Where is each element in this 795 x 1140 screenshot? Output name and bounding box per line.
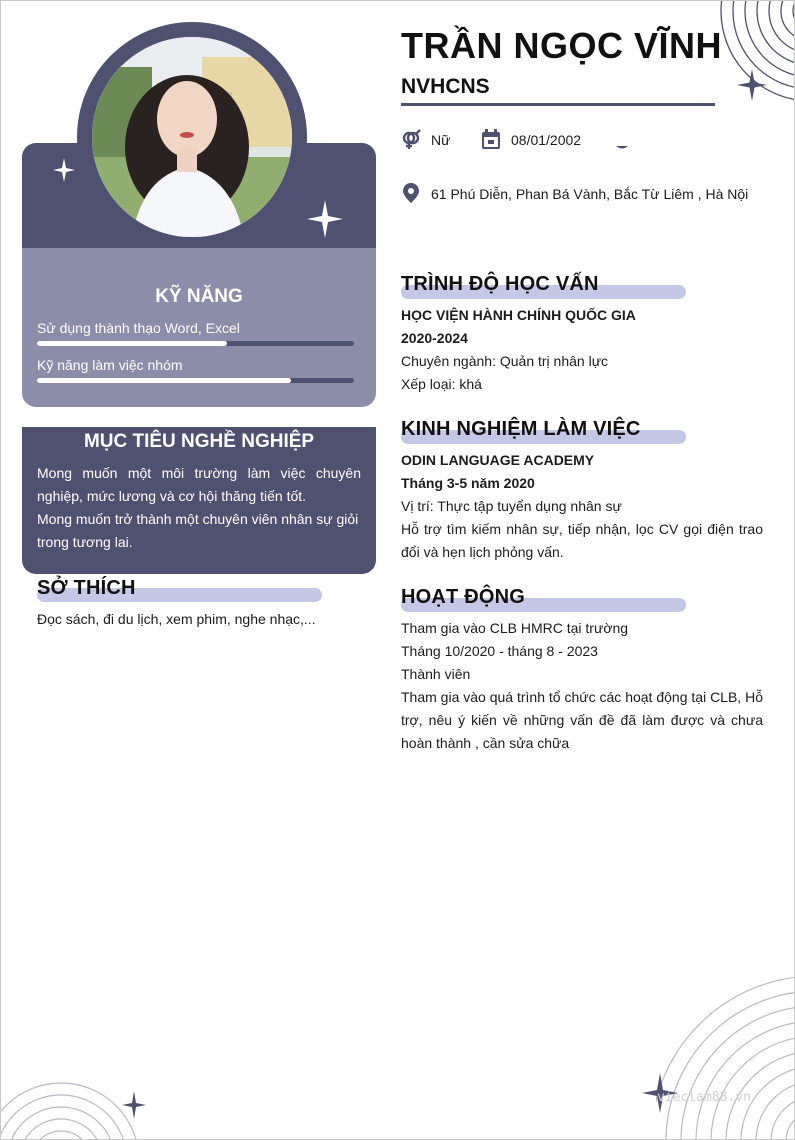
- sparkle-icon: [53, 158, 75, 182]
- location-pin-icon: [401, 183, 421, 203]
- career-goal-title: MỤC TIÊU NGHỀ NGHIỆP: [83, 431, 315, 452]
- career-goal-text: [37, 462, 361, 554]
- title-divider: [401, 103, 715, 106]
- avatar: [92, 37, 292, 237]
- gender-icon: [401, 129, 421, 149]
- decorative-circles-bottom-right: [656, 966, 795, 1140]
- experience-title: KINH NGHIỆM LÀM VIỆC: [401, 418, 641, 440]
- career-goal-line: Mong muốn một môi trường làm việc chuyên nghiệp, mức lương và cơ hội thăng tiến tốt.: [37, 465, 361, 504]
- skills-title: KỸ NĂNG: [155, 286, 243, 307]
- skill-label: Kỹ năng làm việc nhóm: [37, 357, 183, 373]
- gender-value: Nữ: [431, 132, 451, 148]
- experience-position: Vị trí: Thực tập tuyển dụng nhân sự: [401, 498, 622, 514]
- activity-org: Tham gia vào CLB HMRC tại trường: [401, 620, 629, 636]
- sparkle-icon: [122, 1091, 146, 1119]
- sparkle-icon: [737, 69, 767, 101]
- experience-period: Tháng 3-5 năm 2020: [401, 475, 535, 491]
- skill-bar: [37, 378, 354, 383]
- education-period: 2020-2024: [401, 330, 468, 346]
- activity-role: Thành viên: [401, 666, 471, 682]
- skill-label: Sử dụng thành thạo Word, Excel: [37, 320, 240, 336]
- skill-bar-fill: [37, 378, 291, 383]
- skill-bar-fill: [37, 341, 227, 346]
- school-name: HỌC VIỆN HÀNH CHÍNH QUỐC GIA: [401, 307, 636, 323]
- profile-photo-illustration: [92, 37, 292, 237]
- skill-bar: [37, 341, 354, 346]
- education-major: Chuyên ngành: Quản trị nhân lực: [401, 353, 609, 369]
- hobbies-title: SỞ THÍCH: [37, 577, 136, 599]
- chevron-down-icon: [615, 145, 629, 151]
- watermark: vieclam88.vn: [657, 1090, 751, 1105]
- sparkle-icon: [307, 200, 343, 238]
- hobbies-text: Đọc sách, đi du lịch, xem phim, nghe nhạc,...: [37, 611, 316, 627]
- dob-value: 08/01/2002: [511, 132, 582, 148]
- calendar-icon: [481, 129, 501, 149]
- activity-period: Tháng 10/2020 - tháng 8 - 2023: [401, 643, 598, 659]
- education-grade: Xếp loại: khá: [401, 376, 482, 392]
- full-name: TRẦN NGỌC VĨNH: [401, 25, 722, 66]
- activity-description: Tham gia vào quá trình tổ chức các hoạt động tại CLB, Hỗ trợ, nêu ý kiến về những vấn đề đã làm được và chưa hoàn thành , cần sửa chữa: [401, 689, 763, 751]
- education-title: TRÌNH ĐỘ HỌC VẤN: [401, 273, 599, 295]
- company-name: ODIN LANGUAGE ACADEMY: [401, 452, 595, 468]
- experience-description: Hỗ trợ tìm kiếm nhân sự, tiếp nhận, lọc CV gọi điện trao đổi và hẹn lịch phỏng vấn.: [401, 521, 763, 560]
- activities-title: HOẠT ĐỘNG: [401, 586, 526, 608]
- career-goal-line: Mong muốn trở thành một chuyên viên nhân sự giỏi trong tương lai.: [37, 511, 359, 550]
- address-value: 61 Phú Diễn, Phan Bá Vành, Bắc Từ Liêm , Hà Nội: [431, 186, 749, 202]
- job-title: NVHCNS: [401, 75, 490, 98]
